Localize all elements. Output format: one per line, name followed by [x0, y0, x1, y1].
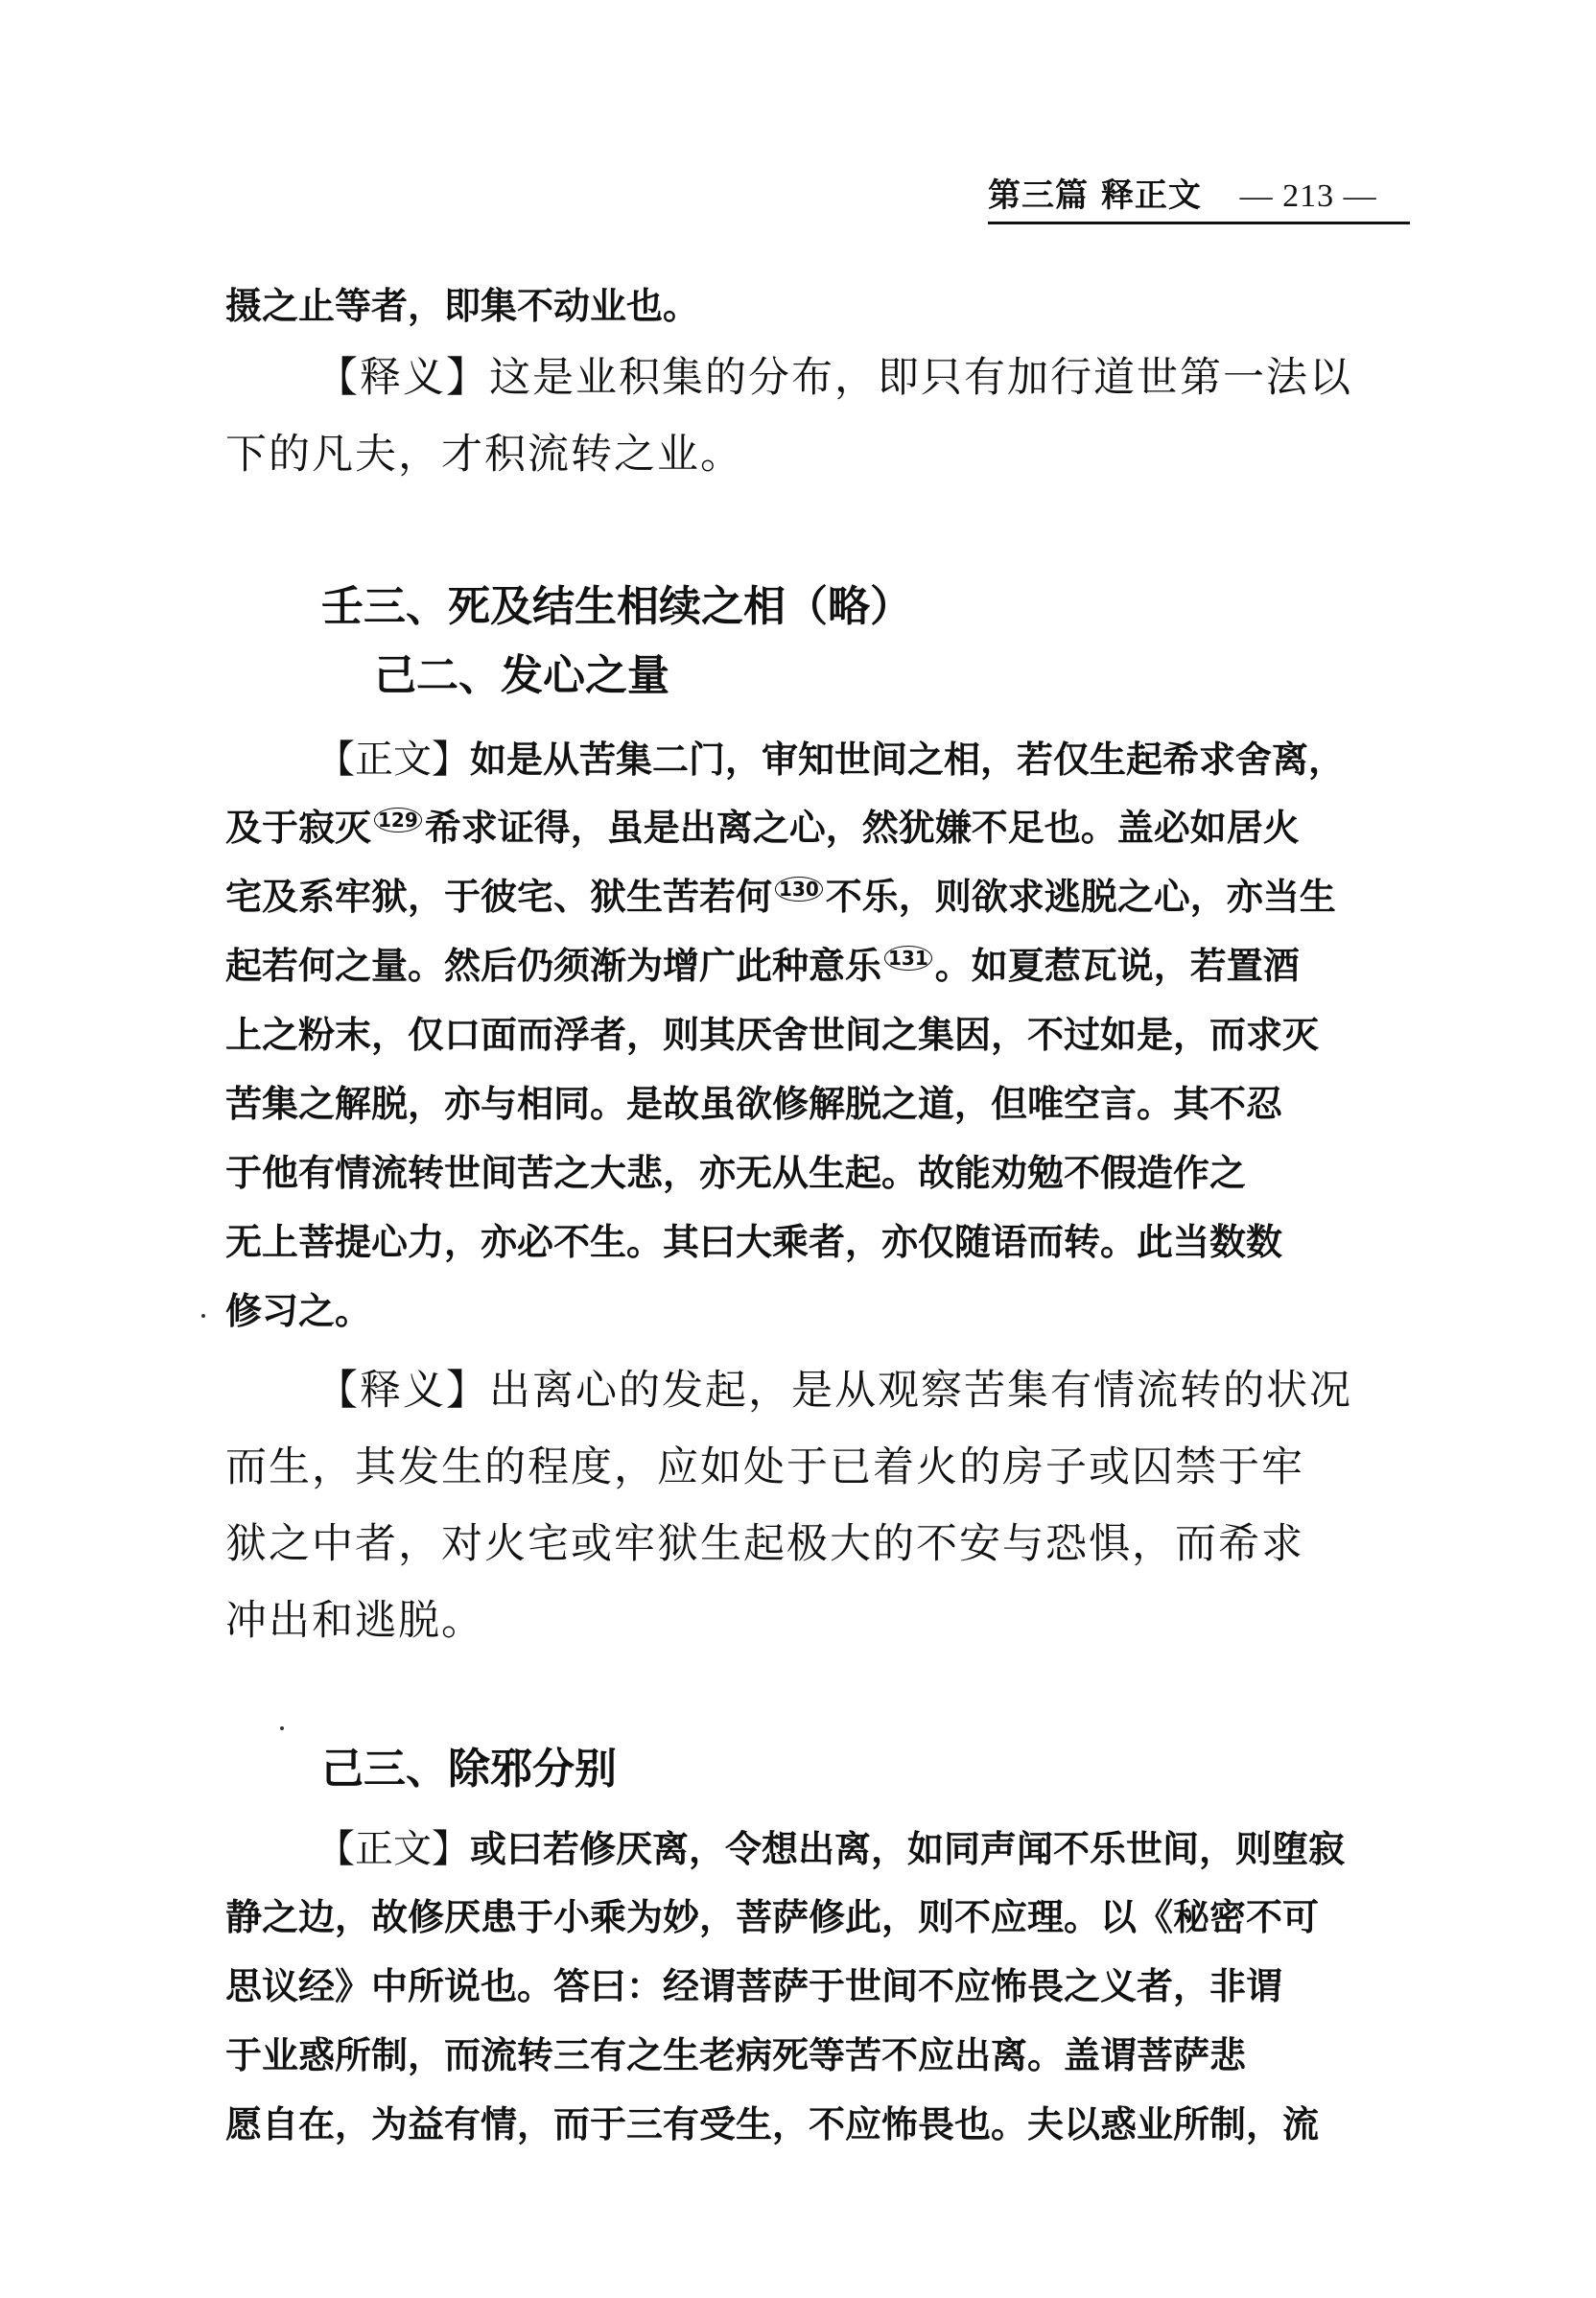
- text-line: 愿自在，为益有情，而于三有受生，不应怖畏也。夫以惑业所制，流: [225, 2103, 1320, 2146]
- text-span: 。如夏惹瓦说，若置酒: [934, 945, 1300, 987]
- running-header-title: 第三篇 释正文: [988, 176, 1202, 215]
- text-line: 于他有情流转世间苦之大悲，亦无从生起。故能劝勉不假造作之: [225, 1152, 1247, 1194]
- running-header: [988, 169, 1410, 224]
- text-span: 这是业积集的分布，即只有加行道世第一法以: [489, 354, 1352, 402]
- text-span: 不乐，则欲求逃脱之心，亦当生: [825, 876, 1336, 918]
- text-span: 出离心的发起，是从观察苦集有情流转的状况: [489, 1367, 1352, 1415]
- text-line: 上之粉末，仅口面而浮者，则其厌舍世间之集因，不过如是，而求灭: [225, 1014, 1320, 1056]
- text-line: 静之边，故修厌患于小乘为妙，菩萨修此，则不应理。以《秘密不可: [225, 1896, 1320, 1938]
- text-span: 如是从苦集二门，审知世间之相，若仅生起希求舍离，: [470, 739, 1346, 781]
- text-line: [317, 1358, 1405, 1417]
- section-tag: 【正文】: [317, 1827, 470, 1871]
- text-span: 及于寂灭: [225, 807, 372, 849]
- section-tag: 【释义】: [317, 354, 489, 402]
- text-line: 修习之。: [225, 1290, 372, 1332]
- text-line: 而生，其发生的程度，应如处于已着火的房子或囚禁于牢: [225, 1443, 1304, 1491]
- section-tag: 【正文】: [317, 738, 470, 782]
- text-line: [317, 1818, 1405, 1873]
- section-heading: 己三、除邪分别: [321, 1745, 617, 1794]
- footnote-marker[interactable]: 129: [374, 808, 422, 832]
- text-line: 冲出和逃脱。: [225, 1597, 484, 1645]
- page-number: — 213 —: [1239, 178, 1377, 214]
- text-line: 摄之止等者，即集不动业也。: [225, 285, 700, 327]
- section-tag: 【释义】: [317, 1367, 489, 1415]
- text-span: 或曰若修厌离，令想出离，如同声闻不乐世间，则堕寂: [470, 1828, 1346, 1870]
- footnote-marker[interactable]: 130: [775, 877, 823, 902]
- section-heading: 壬三、死及结生相续之相（略）: [321, 582, 912, 631]
- print-speck: [201, 1314, 205, 1318]
- text-line: [225, 798, 1405, 851]
- footnote-marker[interactable]: 131: [884, 946, 932, 971]
- text-line: [317, 729, 1405, 784]
- text-line: 下的凡夫，才积流转之业。: [225, 431, 743, 479]
- text-line: 于业惑所制，而流转三有之生老病死等苦不应出离。盖谓菩萨悲: [225, 2034, 1247, 2076]
- text-line: 无上菩提心力，亦必不生。其曰大乘者，亦仅随语而转。此当数数: [225, 1221, 1283, 1263]
- text-line: [225, 936, 1405, 989]
- text-line: [317, 345, 1405, 404]
- text-line: [225, 867, 1405, 920]
- text-line: 思议经》中所说也。答曰：经谓菩萨于世间不应怖畏之义者，非谓: [225, 1965, 1283, 2007]
- text-line: 苦集之解脱，亦与相同。是故虽欲修解脱之道，但唯空言。其不忍: [225, 1083, 1283, 1125]
- text-span: 希求证得，虽是出离之心，然犹嫌不足也。盖必如居火: [424, 807, 1300, 849]
- text-span: 起若何之量。然后仍须渐为增广此种意乐: [225, 945, 882, 987]
- text-span: 宅及系牢狱，于彼宅、狱生苦若何: [225, 876, 773, 918]
- print-speck: [280, 1726, 284, 1730]
- section-heading: 己二、发心之量: [374, 651, 669, 700]
- text-line: 狱之中者，对火宅或牢狱生起极大的不安与恐惧，而希求: [225, 1520, 1304, 1568]
